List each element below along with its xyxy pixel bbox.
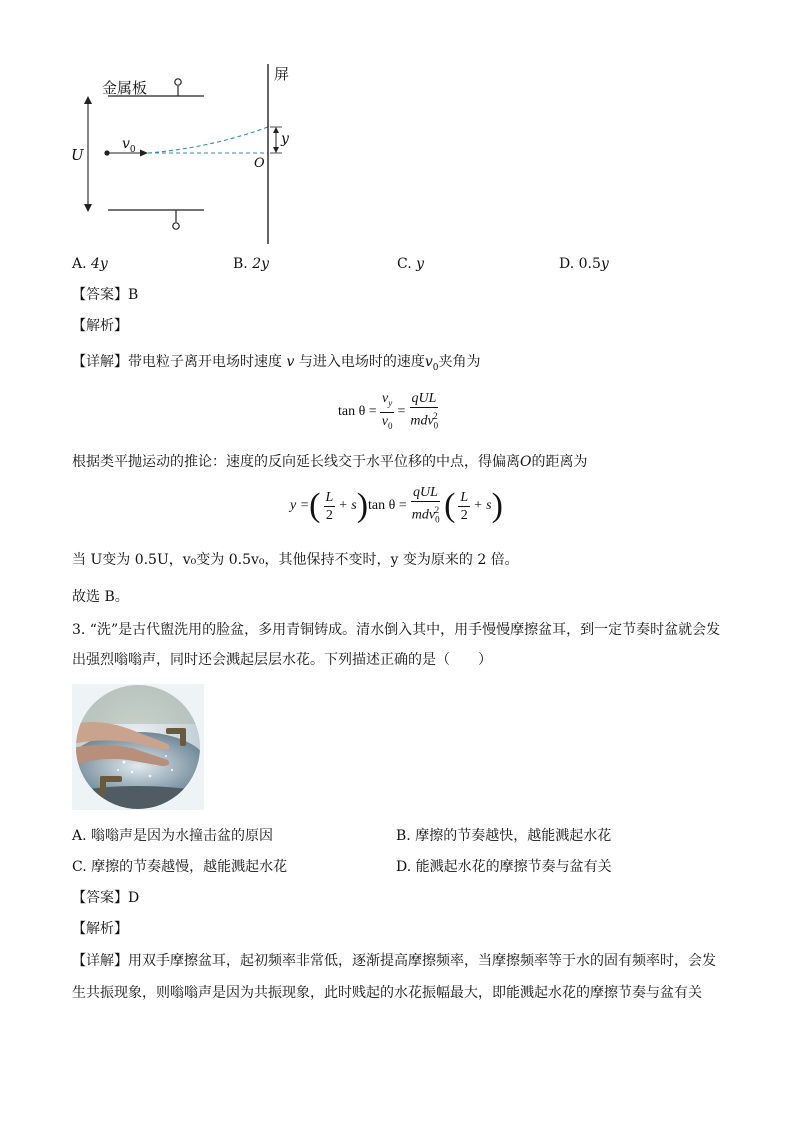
q2-detail-line: 【详解】带电粒子离开电场时速度 v 与进入电场时的速度$v_0$夹角为 xyxy=(72,354,481,373)
basin-photo xyxy=(72,684,204,810)
q2-conclusion: 故选 B。 xyxy=(72,589,129,605)
q2-para2: 根据类平抛运动的推论：速度的反向延长线交于水平位移的中点，得偏离O的距离为 xyxy=(72,454,588,470)
plate-label: 金属板 xyxy=(102,79,148,97)
deflection-diagram xyxy=(60,60,320,250)
q2-option-a: A. 4y xyxy=(72,256,108,272)
q3-stem-line2: 出强烈嗡嗡声，同时还会溅起层层水花。下列描述正确的是（ ） xyxy=(72,652,492,668)
q3-option-c: C. 摩擦的节奏越慢，越能溅起水花 xyxy=(72,859,288,875)
deflection-label: y xyxy=(281,131,289,147)
q3-option-d: D. 能溅起水花的摩擦节奏与盆有关 xyxy=(396,859,612,875)
q2-option-c: C. y xyxy=(397,256,425,272)
q2-analysis-tag: 【解析】 xyxy=(72,318,128,334)
q2-answer: 【答案】B xyxy=(72,287,139,303)
velocity-label: $v_0$ xyxy=(122,136,136,155)
equation-deflection: y = ( $\frac{L}{2}$ + s ) tan θ = $\frac{\text{qUL}}{mdv_0^2}$ ( $\frac{L}{2}$ + s ) xyxy=(290,485,503,525)
q2-option-b: B. 2y xyxy=(233,256,270,272)
q3-analysis-tag: 【解析】 xyxy=(72,921,128,937)
screen-label: 屏 xyxy=(274,65,290,83)
q3-option-a: A. 嗡嗡声是因为水撞击盆的原因 xyxy=(72,828,274,844)
q2-para3: 当 U变为 0.5U，v₀变为 0.5v₀，其他保持不变时，y 变为原来的 2 倍。 xyxy=(72,552,519,568)
q3-answer: 【答案】D xyxy=(72,890,140,906)
equation-tan-theta: tan θ = $\frac{v_y}{v_0}$ = $\frac{\text{qUL}}{mdv_0^2}$ xyxy=(338,391,439,431)
q3-stem-line1: 3. “洗”是古代盥洗用的脸盆，多用青铜铸成。清水倒入其中，用手慢慢摩擦盆耳，到一定节奏时盆就会发 xyxy=(72,622,721,638)
origin-label: O xyxy=(254,156,265,171)
voltage-label: U xyxy=(71,146,84,164)
q2-option-d: D. 0.5y xyxy=(559,256,609,272)
q3-detail-line1: 【详解】用双手摩擦盆耳，起初频率非常低，逐渐提高摩擦频率，当摩擦频率等于水的固有频率时，会发 xyxy=(72,953,716,969)
q3-option-b: B. 摩擦的节奏越快，越能溅起水花 xyxy=(396,828,612,844)
q3-detail-line2: 生共振现象，则嗡嗡声是因为共振现象，此时贱起的水花振幅最大，即能溅起水花的摩擦节奏与盆有关 xyxy=(72,985,702,1001)
